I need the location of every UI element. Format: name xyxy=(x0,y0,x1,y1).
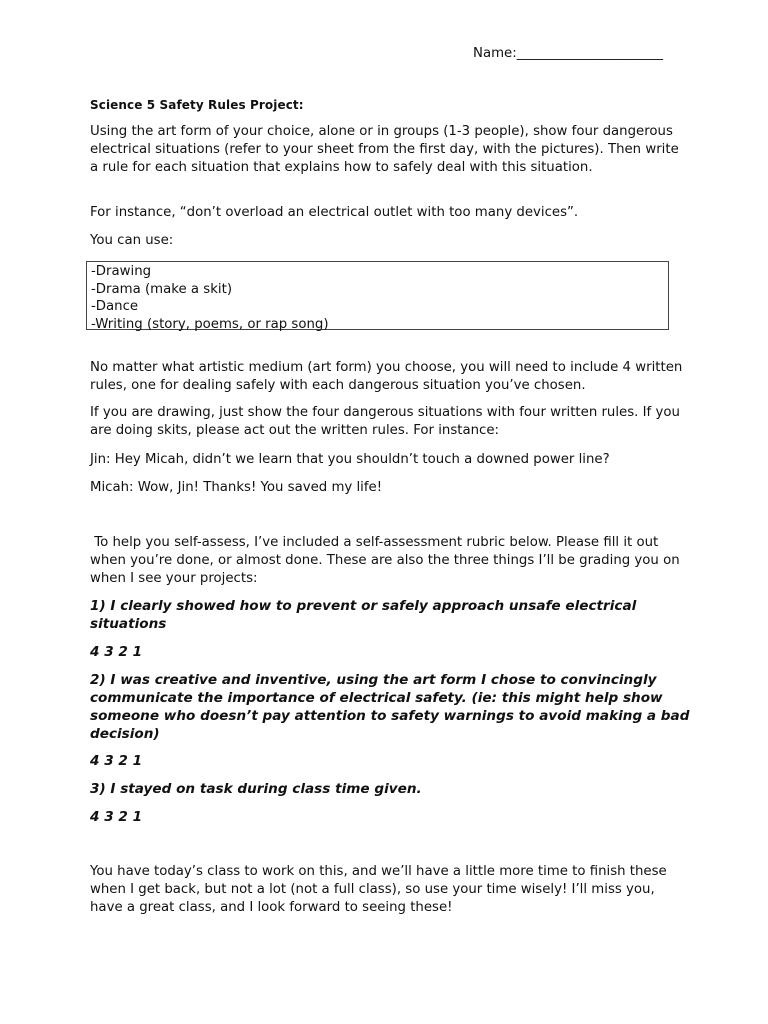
document-title: Science 5 Safety Rules Project: xyxy=(90,98,304,112)
requirements-paragraph: No matter what artistic medium (art form) you choose, you will need to include 4 written rules, one for dealing safely with each dangerous situation you’ve chosen. xyxy=(90,360,683,393)
you-can-use-label: You can use: xyxy=(90,233,174,248)
rubric-criterion-2: 2) I was creative and inventive, using the art form I chose to convincingly communicate the importance of electrical safety. (ie: this might help show someone who doesn’t pay attention to safety warnings to avoid making a bad decision) xyxy=(90,672,690,742)
closing-paragraph: You have today’s class to work on this, and we’ll have a little more time to finish these when I get back, but not a lot (not a full class), so use your time wisely! I’ll miss you, have a great class, and I look forward to seeing these! xyxy=(90,864,667,915)
example-rule-paragraph: For instance, “don’t overload an electrical outlet with too many devices”. xyxy=(90,205,579,220)
intro-paragraph: Using the art form of your choice, alone or in groups (1-3 people), show four dangerous electrical situations (refer to your sheet from the first day, with the pictures). Then write a rule for each situation that explains how to safely deal with this situation. xyxy=(90,124,679,175)
rubric-scale-3: 4 3 2 1 xyxy=(90,809,143,825)
dialogue-micah: Micah: Wow, Jin! Thanks! You saved my life! xyxy=(90,480,383,495)
option-writing: -Writing (story, poems, or rap song) xyxy=(91,316,329,332)
option-dance: -Dance xyxy=(91,299,139,315)
rubric-criterion-1: 1) I clearly showed how to prevent or safely approach unsafe electrical situations xyxy=(90,598,637,632)
option-drama: -Drama (make a skit) xyxy=(91,281,233,297)
art-form-options-box xyxy=(86,261,669,330)
self-assess-paragraph: To help you self-assess, I’ve included a self-assessment rubric below. Please fill it out when you’re done, or almost done. These are also the three things I’ll be grading you on when I see your projects: xyxy=(90,535,684,586)
rubric-criterion-3: 3) I stayed on task during class time given. xyxy=(90,781,422,797)
dialogue-jin: Jin: Hey Micah, didn’t we learn that you shouldn’t touch a downed power line? xyxy=(90,452,610,467)
rubric-scale-2: 4 3 2 1 xyxy=(90,753,143,769)
name-field-label: Name:______________________ xyxy=(473,46,663,61)
drawing-skits-paragraph: If you are drawing, just show the four dangerous situations with four written rules. If you are doing skits, please act out the written rules. For instance: xyxy=(90,405,680,438)
rubric-scale-1: 4 3 2 1 xyxy=(90,644,143,660)
option-drawing: -Drawing xyxy=(91,264,152,279)
